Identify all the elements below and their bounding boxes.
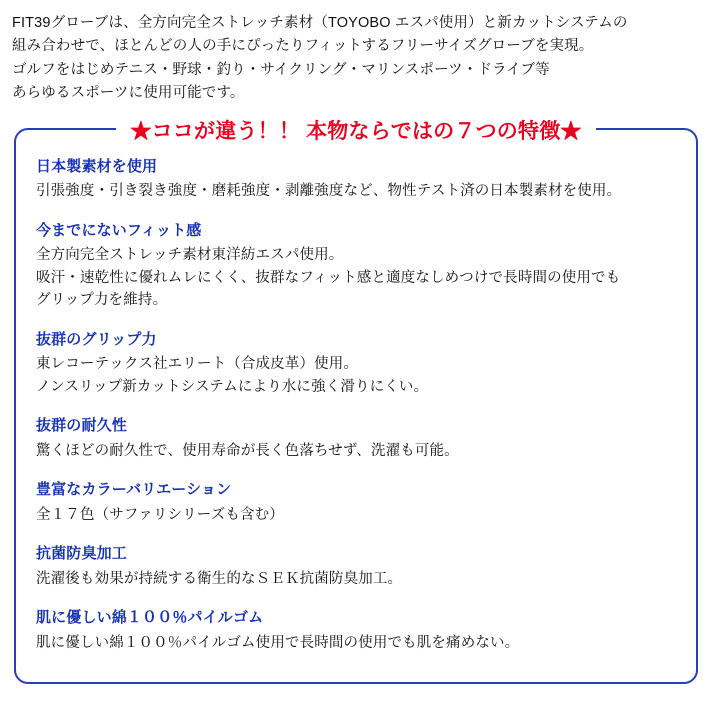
feature-item <box>36 220 676 312</box>
feature-heading: 日本製素材を使用 <box>36 157 158 175</box>
feature-item <box>36 329 676 398</box>
feature-heading: 今までにないフィット感 <box>36 221 202 239</box>
feature-body-line: 洗濯後も効果が持続する衛生的なＳＥＫ抗菌防臭加工。 <box>36 570 403 587</box>
feature-body-line: 吸汗・速乾性に優れムレにくく、抜群なフィット感と適度なしめつけで長時間の使用でも <box>36 269 621 286</box>
feature-item <box>36 607 676 654</box>
intro-line: あらゆるスポーツに使用可能です。 <box>12 85 245 102</box>
feature-item <box>36 415 676 462</box>
feature-item <box>36 156 676 203</box>
feature-item <box>36 543 676 590</box>
feature-heading: 抗菌防臭加工 <box>36 545 127 563</box>
feature-body-line: 全方向完全ストレッチ素材東洋紡エスパ使用。 <box>36 247 344 264</box>
feature-box <box>14 119 698 684</box>
intro-line: FIT39グローブは、全方向完全ストレッチ素材（TOYOBO エスパ使用）と新カットシステムの <box>12 15 628 31</box>
intro-line: ゴルフをはじめテニス・野球・釣り・サイクリング・マリンスポーツ・ドライブ等 <box>12 61 550 78</box>
feature-heading: 抜群の耐久性 <box>36 417 127 435</box>
feature-body-line: 驚くほどの耐久性で、使用寿命が長く色落ちせず、洗濯も可能。 <box>36 442 459 459</box>
feature-body-line: 全１７色（サファリシリーズも含む） <box>36 506 284 523</box>
feature-box-title <box>16 115 696 145</box>
feature-body-line: グリップ力を維持。 <box>36 292 168 309</box>
intro-paragraph <box>8 10 704 106</box>
feature-item <box>36 479 676 526</box>
feature-body-line: 東レコーテックス社エリート（合成皮革）使用。 <box>36 356 359 373</box>
feature-heading: 肌に優しい綿１００％パイルゴム <box>36 609 264 627</box>
feature-body-line: 肌に優しい綿１００％パイルゴム使用で長時間の使用でも肌を痛めない。 <box>36 634 520 651</box>
feature-box-title-text: ★ココが違う！！ 本物ならではの７つの特徴★ <box>116 120 595 143</box>
intro-line: 組み合わせで、ほとんどの人の手にぴったりフィットするフリーサイズグローブを実現。 <box>12 38 594 55</box>
feature-body-line: 引張強度・引き裂き強度・磨耗強度・剥離強度など、物性テスト済の日本製素材を使用。 <box>36 183 622 200</box>
feature-heading: 豊富なカラーバリエーション <box>36 481 232 499</box>
feature-body-line: ノンスリップ新カットシステムにより水に強く滑りにくい。 <box>36 378 429 395</box>
feature-heading: 抜群のグリップ力 <box>36 330 157 348</box>
